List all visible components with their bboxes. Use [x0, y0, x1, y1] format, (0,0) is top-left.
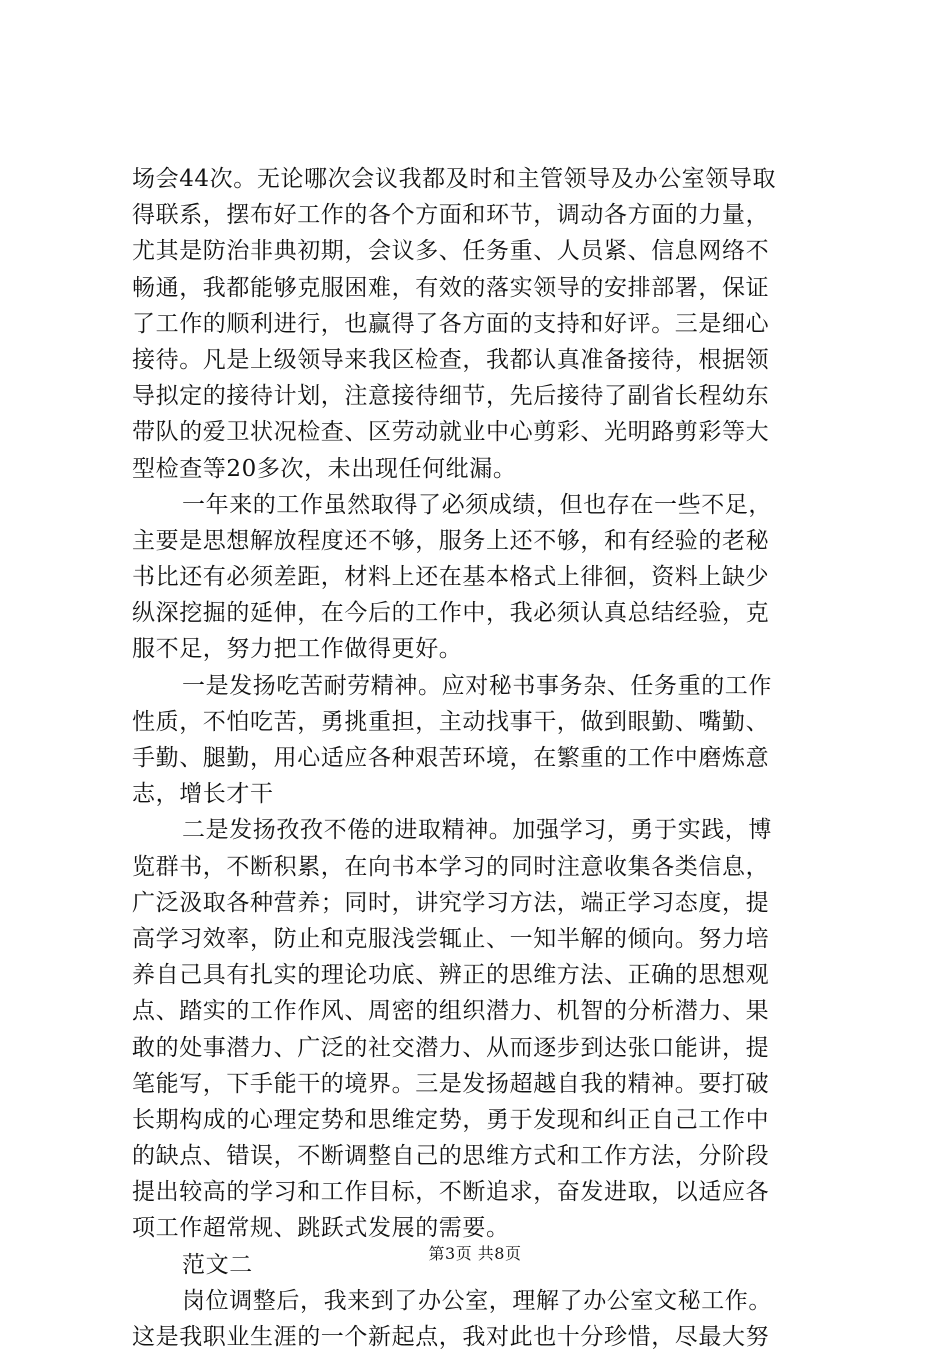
section-heading: 范文二 — [182, 1251, 253, 1278]
text-line: 了工作的顺利进行，也赢得了各方面的支持和好评。三是细心 — [132, 310, 770, 337]
text-line: 高学习效率，防止和克服浅尝辄止、一知半解的倾向。努力培 — [132, 925, 770, 952]
text-line: 导拟定的接待计划，注意接待细节，先后接待了副省长程幼东 — [132, 383, 770, 410]
text-line: 的缺点、错误，不断调整自己的思维方式和工作方法，分阶段 — [132, 1143, 770, 1170]
text-line: 这是我职业生涯的一个新起点，我对此也十分珍惜，尽最大努 — [132, 1324, 770, 1350]
paragraph-first-line: 岗位调整后，我来到了办公室，理解了办公室文秘工作。 — [182, 1287, 772, 1314]
text-line: 纵深挖掘的延伸，在今后的工作中，我必须认真总结经验，克 — [132, 600, 770, 627]
text-line: 性质，不怕吃苦，勇挑重担，主动找事干，做到眼勤、嘴勤、 — [132, 708, 770, 735]
document-body — [132, 161, 832, 1355]
paragraph-first-line: 二是发扬孜孜不倦的进取精神。加强学习，勇于实践，博 — [182, 817, 772, 844]
text-line: 服不足，努力把工作做得更好。 — [132, 636, 463, 663]
text-line: 养自己具有扎实的理论功底、辨正的思维方法、正确的思想观 — [132, 962, 770, 989]
page-footer: 第3页 共8页 — [428, 1244, 522, 1263]
text-line: 书比还有必须差距，材料上还在基本格式上徘徊，资料上缺少 — [132, 564, 770, 591]
text-line: 笔能写，下手能干的境界。三是发扬超越自我的精神。要打破 — [132, 1070, 770, 1097]
paragraph-first-line: 一年来的工作虽然取得了必须成绩，但也存在一些不足， — [182, 491, 772, 518]
text-line: 点、踏实的工作作风、周密的组织潜力、机智的分析潜力、果 — [132, 998, 770, 1025]
text-line: 带队的爱卫状况检查、区劳动就业中心剪彩、光明路剪彩等大 — [132, 419, 770, 446]
text-line: 长期构成的心理定势和思维定势，勇于发现和纠正自己工作中 — [132, 1106, 770, 1133]
text-line: 场会44次。无论哪次会议我都及时和主管领导及办公室领导取 — [132, 166, 777, 192]
text-line: 志，增长才干 — [132, 781, 274, 808]
text-line: 主要是思想解放程度还不够，服务上还不够，和有经验的老秘 — [132, 527, 770, 554]
text-line: 尤其是防治非典初期，会议多、任务重、人员紧、信息网络不 — [132, 238, 770, 265]
text-line: 项工作超常规、跳跃式发展的需要。 — [132, 1215, 510, 1242]
text-line: 手勤、腿勤，用心适应各种艰苦环境，在繁重的工作中磨炼意 — [132, 745, 770, 771]
text-line: 接待。凡是上级领导来我区检查，我都认真准备接待，根据领 — [132, 346, 770, 373]
text-line: 览群书，不断积累，在向书本学习的同时注意收集各类信息， — [132, 853, 770, 880]
text-line: 型检查等20多次，未出现任何纰漏。 — [132, 455, 517, 482]
text-line: 得联系，摆布好工作的各个方面和环节，调动各方面的力量， — [132, 202, 770, 229]
paragraph-first-line: 一是发扬吃苦耐劳精神。应对秘书事务杂、任务重的工作 — [182, 672, 772, 699]
text-line: 广泛汲取各种营养；同时，讲究学习方法，端正学习态度，提 — [132, 889, 770, 916]
text-line: 敢的处事潜力、广泛的社交潜力、从而逐步到达张口能讲，提 — [132, 1034, 770, 1061]
text-line: 畅通，我都能够克服困难，有效的落实领导的安排部署，保证 — [132, 274, 770, 301]
text-line: 提出较高的学习和工作目标，不断追求，奋发进取，以适应各 — [132, 1179, 770, 1206]
